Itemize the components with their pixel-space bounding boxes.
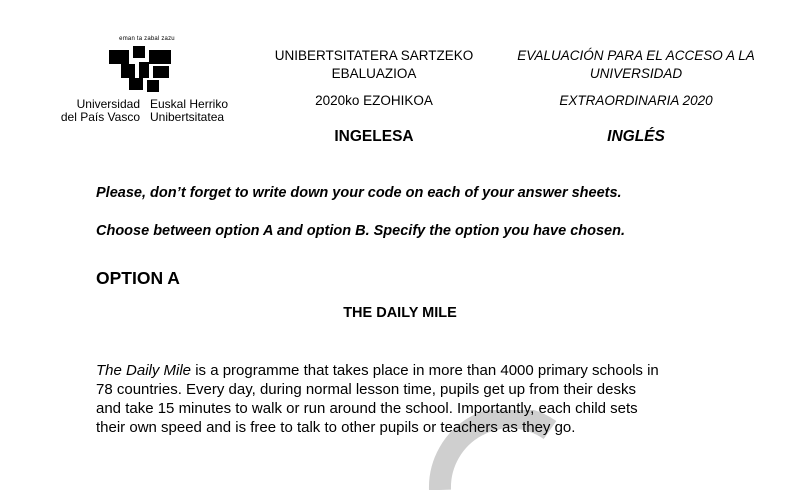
university-name-spanish: Universidad del País Vasco bbox=[60, 97, 140, 124]
subject-basque: INGELESA bbox=[334, 128, 414, 145]
reading-title: THE DAILY MILE bbox=[343, 305, 457, 321]
exam-title-spanish: EVALUACIÓN PARA EL ACCESO A LA UNIVERSIDAD bbox=[517, 48, 755, 81]
university-name-basque: Euskal Herriko Unibertsitatea bbox=[150, 97, 229, 124]
exam-session-spanish: EXTRAORDINARIA 2020 bbox=[559, 93, 713, 108]
exam-session-basque: 2020ko EZOHIKOA bbox=[315, 93, 433, 108]
option-heading: OPTION A bbox=[96, 268, 180, 288]
reading-paragraph: The Daily Mile is a programme that takes place in more than 4000 primary schools in 78 countries. Every day, during normal lesson time, pupils get up from their desks and take 15 minutes to walk or run around the school. Importantly, each child sets their own speed and is free to talk to other pupils or teachers as they go. bbox=[96, 362, 659, 436]
program-name: The Daily Mile bbox=[96, 362, 192, 379]
university-motto: eman ta zabal zazu bbox=[119, 36, 175, 42]
subject-spanish: INGLÉS bbox=[607, 128, 665, 145]
exam-title-basque: UNIBERTSITATERA SARTZEKO EBALUAZIOA bbox=[274, 48, 474, 81]
university-logo-icon bbox=[107, 44, 177, 96]
instruction-code: Please, don’t forget to write down your code on each of your answer sheets. bbox=[96, 185, 622, 201]
instruction-option: Choose between option A and option B. Specify the option you have chosen. bbox=[96, 223, 626, 239]
